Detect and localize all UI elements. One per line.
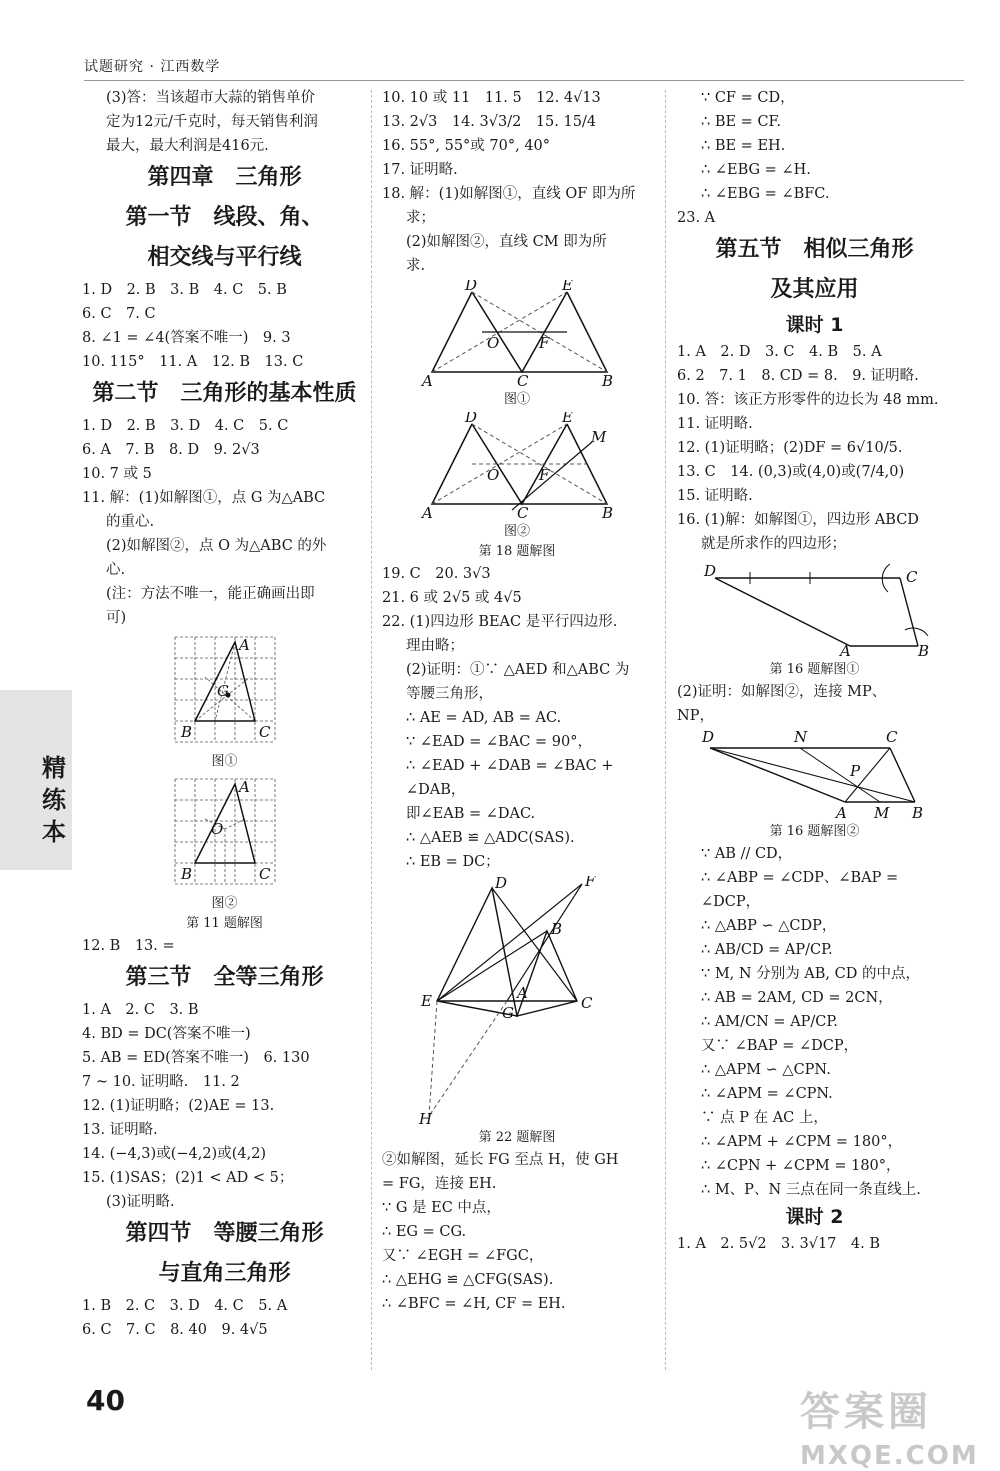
answer-line: (2)如解图②，点 O 为△ABC 的外 (106, 538, 327, 554)
point-label: A (422, 504, 433, 520)
page-number: 40 (86, 1384, 125, 1417)
section-title: 第三节 全等三角形 (125, 965, 324, 990)
answer-line: (3)证明略. (106, 1194, 175, 1210)
answer-line: 11. 解：(1)如解图①，点 G 为△ABC (82, 490, 326, 506)
point-label: M (873, 804, 889, 820)
column-3 (677, 86, 952, 1256)
answer-line: ∴ BE = EH. (701, 138, 786, 154)
proof-line: ∴ AM/CN = AP/CP. (701, 1014, 838, 1030)
point-label: D (465, 280, 478, 294)
point-label: E (421, 992, 432, 1010)
point-label: D (495, 876, 508, 892)
answer-line: 等腰三角形， (406, 686, 493, 702)
answer-line: NP， (677, 708, 714, 724)
answer-line: 理由略； (406, 638, 464, 654)
point-label: F (585, 876, 596, 890)
answer-line: 18. 解：(1)如解图①，直线 OF 即为所 (382, 186, 636, 202)
intro-block (82, 86, 367, 158)
proof-line: ∴ AB = 2AM, CD = 2CN， (701, 990, 893, 1006)
figure-caption: 第 16 题解图① (769, 662, 860, 677)
section-title: 与直角三角形 (158, 1261, 291, 1286)
chapter-title: 第四章 三角形 (147, 165, 302, 190)
answer-line: 即∠EAB = ∠DAC. (406, 806, 536, 822)
answer-list (382, 86, 652, 278)
point-label: B (551, 920, 563, 938)
answer-line: 11. 证明略. (677, 416, 753, 432)
point-label: A (422, 372, 433, 388)
point-label: C (517, 372, 529, 388)
answer-list (677, 86, 952, 230)
figure-caption: 图① (211, 754, 238, 769)
proof-line: ∵ 点 P 在 AC 上， (701, 1110, 828, 1126)
answer-line: 15. 证明略. (677, 488, 753, 504)
watermark-text: 答案圈 (800, 1389, 932, 1435)
answer-line: 又∵ ∠EGH = ∠FGC， (382, 1248, 544, 1264)
lesson-title: 课时 1 (785, 314, 844, 336)
column-1 (82, 86, 367, 1342)
figure-16-1 (700, 558, 930, 658)
proof-line: 又∵ ∠BAP = ∠DCP， (701, 1038, 859, 1054)
answer-line: 1. A 2. C 3. B (82, 1002, 199, 1018)
answer-line: (2)如解图②，直线 CM 即为所 (406, 234, 607, 250)
answer-line: (2)证明：如解图②，连接 MP、 (677, 684, 887, 700)
point-label: D (701, 730, 714, 746)
figure-caption: 第 16 题解图② (769, 824, 860, 839)
answer-line: 6. A 7. B 8. D 9. 2√3 (82, 442, 260, 458)
answer-line: 4. BD = DC(答案不唯一) (82, 1026, 251, 1042)
proof-list (677, 842, 952, 1202)
answer-line: 心. (106, 562, 126, 578)
answer-line: 16. (1)解：如解图①，四边形 ABCD (677, 512, 919, 528)
side-tab-char: 练 (42, 786, 66, 814)
answer-line: 17. 证明略. (382, 162, 458, 178)
column-divider (371, 90, 372, 1370)
answer-line: ∴ ∠EBG = ∠H. (701, 162, 811, 178)
point-label: A (238, 636, 250, 654)
answer-line: ∵ CF = CD， (701, 90, 795, 106)
proof-line: ∴ AB/CD = AP/CP. (701, 942, 833, 958)
point-label: A (835, 804, 847, 820)
point-label: B (917, 642, 929, 658)
answer-line: 5. AB = ED(答案不唯一) 6. 130 (82, 1050, 310, 1066)
watermark-text: MXQE.COM (800, 1441, 979, 1471)
answer-line: ∴ EG = CG. (382, 1224, 467, 1240)
point-label: H (419, 1110, 433, 1126)
figure-caption: 第 11 题解图 (186, 916, 263, 931)
answer-line: 19. C 20. 3√3 (382, 566, 491, 582)
figure-11-2 (165, 774, 285, 892)
column-2 (382, 86, 652, 1316)
point-label: C (905, 568, 917, 586)
lesson-title: 课时 2 (785, 1206, 844, 1228)
figure-caption: 图② (503, 524, 530, 539)
side-tab-char: 精 (42, 754, 66, 782)
answer-line: 8. ∠1 = ∠4(答案不唯一) 9. 3 (82, 330, 291, 346)
figure-18-1 (417, 280, 617, 388)
side-tab-text (36, 752, 72, 848)
header-rule (84, 80, 964, 81)
watermark (800, 1380, 979, 1471)
answer-line: (2)证明：①∵ △AED 和△ABC 为 (406, 662, 630, 678)
answer-list (677, 340, 952, 556)
proof-line: ∵ M, N 分别为 AB, CD 的中点， (701, 966, 920, 982)
point-label: C (258, 723, 270, 741)
answer-line: 就是所求作的四边形； (701, 536, 846, 552)
answer-line: 10. 7 或 5 (82, 466, 152, 482)
answer-line: 定为12元/千克时，每天销售利润 (106, 114, 318, 130)
proof-line: ∴ M、P、N 三点在同一条直线上. (701, 1182, 921, 1198)
answer-line: 1. D 2. B 3. B 4. C 5. B (82, 282, 287, 298)
proof-line: ∴ ∠ABP = ∠CDP、∠BAP = (701, 870, 899, 886)
answer-line: ∴ △EHG ≌ △CFG(SAS). (382, 1272, 554, 1288)
answer-list (82, 998, 367, 1214)
section-title: 相交线与平行线 (147, 245, 302, 270)
answer-line: 的重心. (106, 514, 155, 530)
point-label: G (216, 682, 229, 700)
answer-line: 6. 2 7. 1 8. CD = 8. 9. 证明略. (677, 368, 919, 384)
point-label: C (258, 865, 270, 883)
answer-line: 1. D 2. B 3. D 4. C 5. C (82, 418, 289, 434)
answer-line: 22. (1)四边形 BEAC 是平行四边形. (382, 614, 618, 630)
answer-line: 14. (−4,3)或(−4,2)或(4,2) (82, 1146, 267, 1162)
point-label: E (562, 280, 573, 294)
point-label: O (487, 466, 500, 484)
answer-line: 求. (406, 258, 426, 274)
point-label: B (602, 372, 614, 388)
proof-line: ∴ ∠APM + ∠CPM = 180°， (701, 1134, 903, 1150)
answer-list (382, 562, 652, 874)
figure-caption: 第 22 题解图 (478, 1130, 556, 1145)
proof-line: ∵ AB // CD， (701, 846, 793, 862)
answer-line: ∴ ∠EAD + ∠DAB = ∠BAC + (406, 758, 614, 774)
answer-line: 1. A 2. 5√2 3. 3√17 4. B (677, 1236, 881, 1252)
answer-line: ∵ ∠EAD = ∠BAC = 90°， (406, 734, 592, 750)
answer-line: 21. 6 或 2√5 或 4√5 (382, 590, 522, 606)
point-label: B (911, 804, 923, 820)
figure-caption: 图① (503, 392, 530, 407)
proof-line: ∴ ∠APM = ∠CPN. (701, 1086, 833, 1102)
point-label: A (517, 984, 528, 1002)
figure-caption: 图② (211, 896, 238, 911)
answer-line: ∴ △AEB ≌ △ADC(SAS). (406, 830, 575, 846)
answer-line: 10. 115° 11. A 12. B 13. C (82, 354, 304, 370)
answer-line: (注：方法不唯一，能正确画出即 (106, 586, 315, 602)
answer-line: 1. B 2. C 3. D 4. C 5. A (82, 1298, 288, 1314)
answer-list (82, 1294, 367, 1342)
figure-caption: 第 18 题解图 (478, 544, 556, 559)
answer-line: 13. 证明略. (82, 1122, 158, 1138)
proof-line: ∴ △APM ∽ △CPN. (701, 1062, 831, 1078)
answer-line: ∴ EB = DC； (406, 854, 500, 870)
point-label: M (591, 428, 607, 446)
answer-list (82, 278, 367, 374)
proof-line: ∴ ∠CPN + ∠CPM = 180°， (701, 1158, 901, 1174)
answer-line: 16. 55°, 55°或 70°, 40° (382, 138, 551, 154)
point-label: O (210, 820, 223, 838)
answer-list (677, 680, 952, 728)
section-title: 第四节 等腰三角形 (125, 1221, 324, 1246)
answer-line: 13. 2√3 14. 3√3/2 15. 15/4 (382, 114, 597, 130)
section-title: 及其应用 (770, 277, 859, 302)
point-label: D (703, 562, 716, 580)
point-label: P (849, 762, 860, 780)
column-divider (665, 90, 666, 1370)
point-label: B (180, 865, 192, 883)
answer-line: 6. C 7. C (82, 306, 156, 322)
point-label: N (793, 730, 807, 746)
answer-line: 最大，最大利润是416元. (106, 138, 269, 154)
answer-line: 23. A (677, 210, 716, 226)
figure-22 (417, 876, 617, 1126)
figure-18-2 (417, 412, 617, 520)
point-label: A (238, 778, 250, 796)
point-label: B (180, 723, 192, 741)
answer-line: 12. (1)证明略；(2)AE = 13. (82, 1098, 275, 1114)
answer-line: 12. B 13. = (82, 938, 175, 954)
answer-line: ∴ AE = AD, AB = AC. (406, 710, 562, 726)
point-label: C (885, 730, 897, 746)
answer-line: 可) (106, 610, 127, 626)
answer-line: ∴ ∠BFC = ∠H, CF = EH. (382, 1296, 566, 1312)
answer-line: ∴ ∠EBG = ∠BFC. (701, 186, 830, 202)
section-title: 第五节 相似三角形 (715, 237, 914, 262)
figure-11-1 (165, 632, 285, 750)
proof-line: ∠DCP， (701, 894, 761, 910)
proof-line: ∴ △ABP ∽ △CDP， (701, 918, 837, 934)
answer-line: (3)答：当该超市大蒜的销售单价 (106, 90, 316, 106)
point-label: G (502, 1004, 514, 1022)
point-label: O (487, 334, 500, 352)
answer-list (382, 1148, 652, 1316)
answer-line: = FG，连接 EH. (382, 1176, 497, 1192)
side-tab-char: 本 (42, 818, 66, 846)
running-header: 试题研究 · 江西数学 (84, 59, 221, 75)
answer-line: 10. 答：该正方形零件的边长为 48 mm. (677, 392, 939, 408)
answer-line: ②如解图，延长 FG 至点 H，使 GH (382, 1152, 619, 1168)
answer-line: 1. A 2. D 3. C 4. B 5. A (677, 344, 882, 360)
answer-line: 7 ~ 10. 证明略. 11. 2 (82, 1074, 240, 1090)
answer-list (82, 414, 367, 630)
answer-line: ∴ BE = CF. (701, 114, 781, 130)
point-label: F (539, 334, 550, 352)
section-title: 第一节 线段、角、 (125, 205, 324, 230)
answer-line: ∠DAB， (406, 782, 466, 798)
answer-line: 15. (1)SAS；(2)1 < AD < 5； (82, 1170, 294, 1186)
point-label: C (581, 994, 593, 1012)
point-label: B (602, 504, 614, 520)
point-label: D (465, 412, 478, 426)
figure-16-2 (700, 730, 930, 820)
point-label: F (539, 466, 550, 484)
answer-line: 求； (406, 210, 435, 226)
answer-line: 12. (1)证明略；(2)DF = 6√10/5. (677, 440, 903, 456)
point-label: A (839, 642, 851, 658)
answer-line: ∵ G 是 EC 中点， (382, 1200, 501, 1216)
section-title: 第二节 三角形的基本性质 (92, 381, 357, 406)
point-label: C (517, 504, 529, 520)
point-label: E (562, 412, 573, 426)
answer-line: 10. 10 或 11 11. 5 12. 4√13 (382, 90, 601, 106)
answer-line: 13. C 14. (0,3)或(4,0)或(7/4,0) (677, 464, 905, 480)
answer-line: 6. C 7. C 8. 40 9. 4√5 (82, 1322, 268, 1338)
